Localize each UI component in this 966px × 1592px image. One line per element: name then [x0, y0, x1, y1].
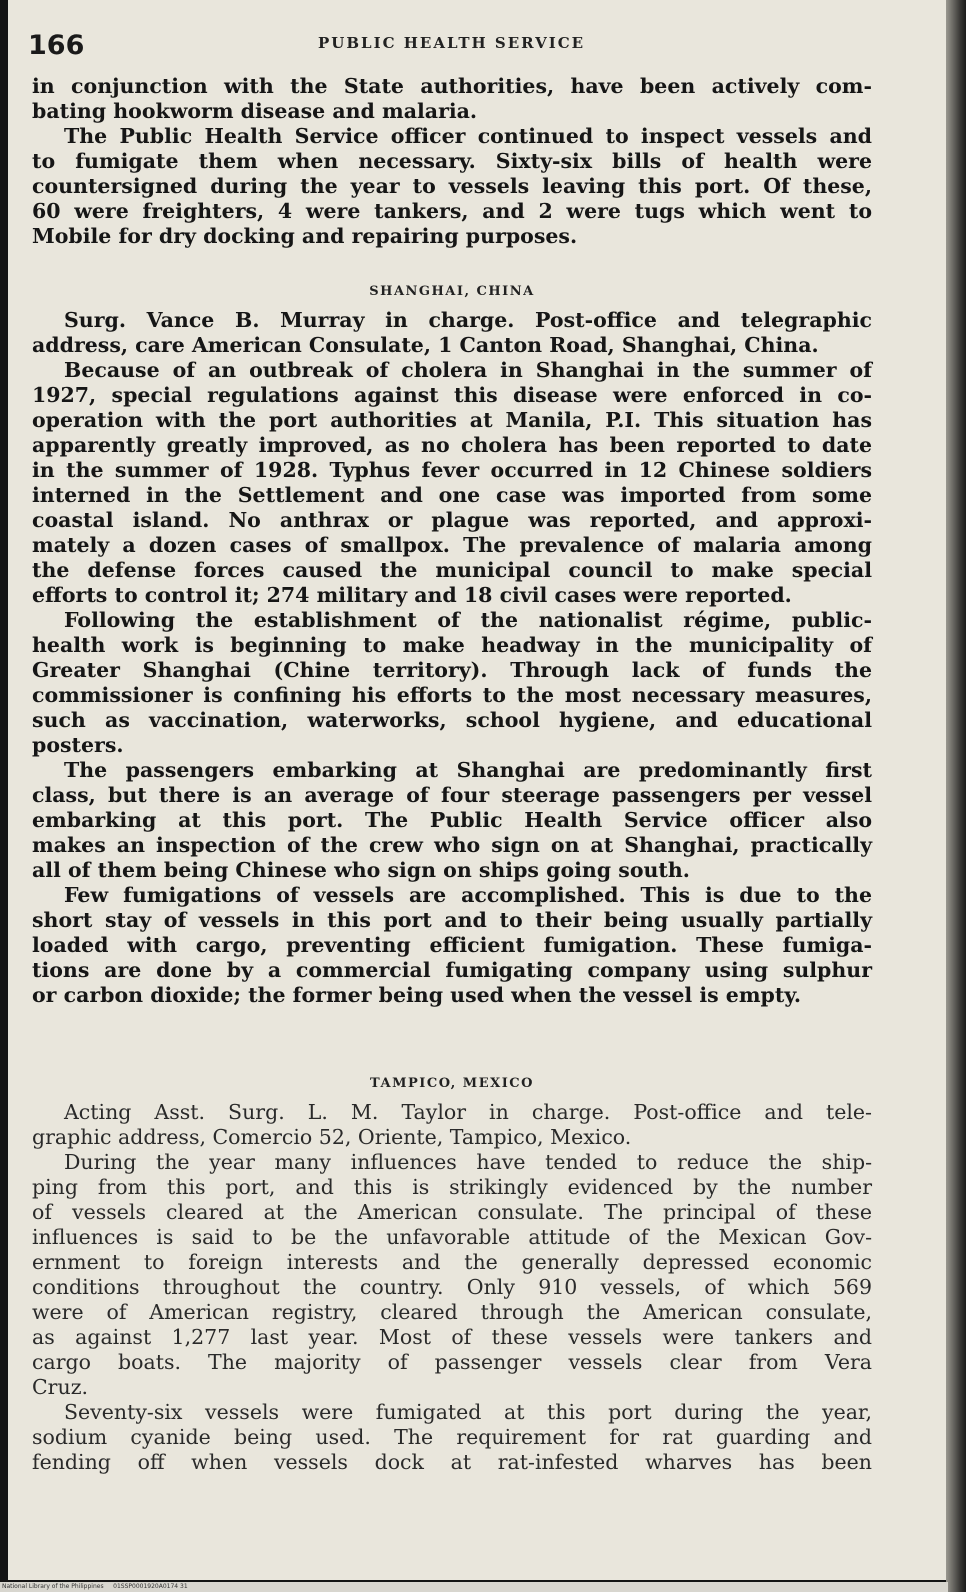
text-line: in the summer of 1928. Typhus fever occurred in 12 Chinese soldiers — [32, 458, 872, 482]
text-line: bating hookworm disease and malaria. — [32, 99, 478, 123]
text-line: short stay of vessels in this port and to their being usually partially — [32, 908, 872, 932]
text-line: loaded with cargo, preventing efficient fumigation. These fumiga- — [32, 933, 872, 957]
page-number: 166 — [28, 30, 85, 61]
text-line: Surg. Vance B. Murray in charge. Post-office and telegraphic — [64, 308, 872, 332]
scan-footer — [0, 1582, 948, 1592]
text-line: interned in the Settlement and one case was imported from some — [32, 483, 872, 507]
text-line: conditions throughout the country. Only 910 vessels, of which 569 — [32, 1275, 872, 1299]
text-line: Because of an outbreak of cholera in Shanghai in the summer of — [64, 358, 872, 382]
text-line: ernment to foreign interests and the generally depressed economic — [32, 1250, 872, 1274]
text-line: Seventy-six vessels were fumigated at this port during the year, — [64, 1400, 872, 1424]
text-line: cargo boats. The majority of passenger vessels clear from Vera — [32, 1350, 872, 1374]
section-heading-shanghai: SHANGHAI, CHINA — [369, 284, 535, 299]
text-line: Mobile for dry docking and repairing purposes. — [32, 224, 578, 248]
text-line: fending off when vessels dock at rat-infested wharves has been — [32, 1450, 872, 1474]
intro-section — [32, 74, 872, 249]
shanghai-section — [32, 308, 872, 1008]
text-line: as against 1,277 last year. Most of these vessels were tankers and — [32, 1325, 872, 1349]
scan-credit: National Library of the Philippines — [2, 1583, 104, 1590]
page-edge-shadow — [946, 0, 966, 1592]
text-line: influences is said to be the unfavorable attitude of the Mexican Gov- — [32, 1225, 872, 1249]
text-line: posters. — [32, 733, 124, 757]
text-line: tions are done by a commercial fumigating company using sulphur — [32, 958, 872, 982]
text-line: efforts to control it; 274 military and 18 civil cases were reported. — [32, 583, 792, 607]
text-line: The Public Health Service officer continued to inspect vessels and — [64, 124, 872, 148]
text-line: Following the establishment of the nationalist régime, public- — [64, 608, 872, 632]
text-line: During the year many influences have tended to reduce the ship- — [64, 1150, 872, 1174]
text-line: or carbon dioxide; the former being used when the vessel is empty. — [32, 983, 802, 1007]
page-header — [28, 30, 888, 64]
text-line: Cruz. — [32, 1375, 89, 1399]
scan-id: 01SSP0001920A0174 31 — [113, 1583, 188, 1590]
text-line: The passengers embarking at Shanghai are predominantly first — [64, 758, 872, 782]
text-line: health work is beginning to make headway in the municipality of — [32, 633, 872, 657]
tampico-section — [32, 1100, 872, 1475]
text-line: Greater Shanghai (Chine territory). Through lack of funds the — [32, 658, 872, 682]
text-line: to fumigate them when necessary. Sixty-six bills of health were — [32, 149, 872, 173]
text-line: 60 were freighters, 4 were tankers, and 2 were tugs which went to — [32, 199, 872, 223]
text-line: address, care American Consulate, 1 Canton Road, Shanghai, China. — [32, 333, 819, 357]
text-line: were of American registry, cleared through the American consulate, — [32, 1300, 872, 1324]
text-line: all of them being Chinese who sign on ships going south. — [32, 858, 690, 882]
text-line: Acting Asst. Surg. L. M. Taylor in charge. Post-office and tele- — [64, 1100, 872, 1124]
document-page — [8, 0, 946, 1580]
text-line: coastal island. No anthrax or plague was reported, and approxi- — [32, 508, 872, 532]
text-line: the defense forces caused the municipal council to make special — [32, 558, 872, 582]
text-line: makes an inspection of the crew who sign on at Shanghai, practically — [32, 833, 872, 857]
text-line: such as vaccination, waterworks, school hygiene, and educational — [32, 708, 872, 732]
text-line: graphic address, Comercio 52, Oriente, Tampico, Mexico. — [32, 1125, 632, 1149]
text-line: ping from this port, and this is strikingly evidenced by the number — [32, 1175, 872, 1199]
text-line: 1927, special regulations against this disease were enforced in co- — [32, 383, 872, 407]
text-line: sodium cyanide being used. The requirement for rat guarding and — [32, 1425, 872, 1449]
text-line: mately a dozen cases of smallpox. The prevalence of malaria among — [32, 533, 872, 557]
text-line: operation with the port authorities at Manila, P.I. This situation has — [32, 408, 872, 432]
text-line: Few fumigations of vessels are accomplished. This is due to the — [64, 883, 872, 907]
section-heading-tampico: TAMPICO, MEXICO — [370, 1076, 534, 1091]
text-line: of vessels cleared at the American consulate. The principal of these — [32, 1200, 872, 1224]
text-line: class, but there is an average of four steerage passengers per vessel — [32, 783, 872, 807]
text-line: commissioner is confining his efforts to the most necessary measures, — [32, 683, 872, 707]
text-line: embarking at this port. The Public Health Service officer also — [32, 808, 872, 832]
running-head: PUBLIC HEALTH SERVICE — [318, 34, 586, 52]
text-line: countersigned during the year to vessels leaving this port. Of these, — [32, 174, 872, 198]
text-line: in conjunction with the State authorities, have been actively com- — [32, 74, 872, 98]
text-line: apparently greatly improved, as no cholera has been reported to date — [32, 433, 872, 457]
